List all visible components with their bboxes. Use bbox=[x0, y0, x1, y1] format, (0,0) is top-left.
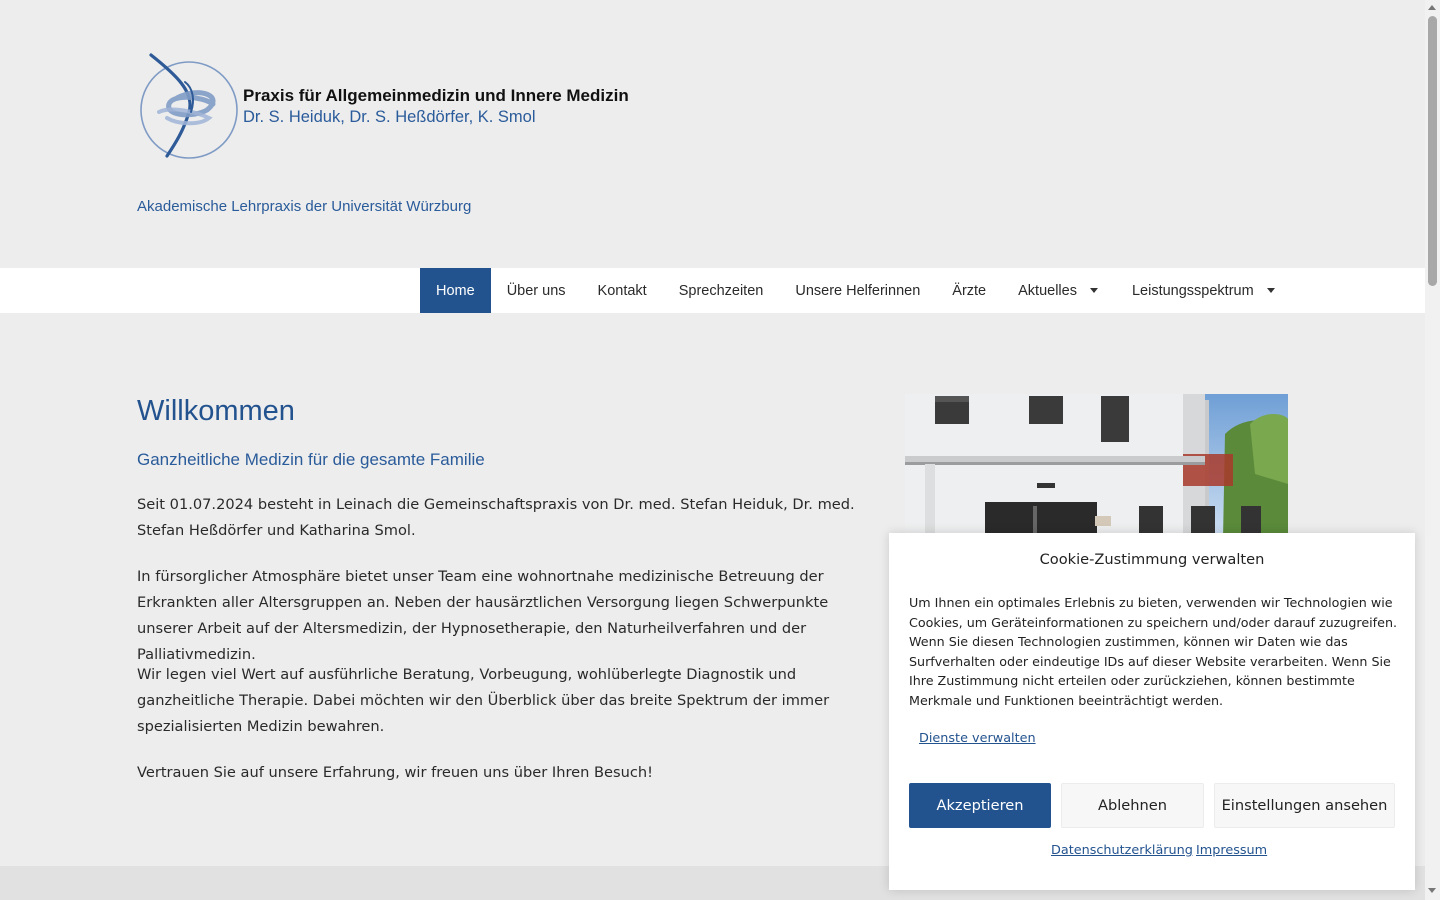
brand-subtitle: Dr. S. Heiduk, Dr. S. Heßdörfer, K. Smol bbox=[243, 108, 536, 126]
practice-building-image bbox=[905, 394, 1288, 539]
nav-item-home[interactable] bbox=[420, 268, 491, 313]
nav-label: Ärzte bbox=[952, 282, 987, 299]
nav-label: Kontakt bbox=[597, 282, 647, 299]
nav-item-helferinnen[interactable] bbox=[779, 268, 936, 313]
brand-title: Praxis für Allgemeinmedizin und Innere Medizin bbox=[243, 86, 629, 105]
nav-label: Über uns bbox=[506, 282, 566, 299]
privacy-policy-link[interactable]: Datenschutzerklärung bbox=[1051, 843, 1193, 858]
closing-paragraph: Vertrauen Sie auf unsere Erfahrung, wir freuen uns über Ihren Besuch! bbox=[137, 764, 653, 781]
nav-item-kontakt[interactable] bbox=[582, 268, 663, 313]
imprint-link[interactable]: Impressum bbox=[1196, 843, 1268, 858]
view-preferences-button[interactable]: Einstellungen ansehen bbox=[1214, 783, 1395, 828]
scroll-down-arrow-icon[interactable] bbox=[1428, 888, 1436, 893]
deny-button[interactable]: Ablehnen bbox=[1061, 783, 1204, 828]
nav-item-sprechzeiten[interactable] bbox=[663, 268, 780, 313]
nav-item-aerzte[interactable] bbox=[936, 268, 1002, 313]
nav-label: Leistungsspektrum bbox=[1131, 282, 1254, 299]
caret-down-icon bbox=[1090, 288, 1098, 293]
nav-item-ueber-uns[interactable] bbox=[491, 268, 582, 313]
tagline: Akademische Lehrpraxis der Universität Würzburg bbox=[137, 198, 472, 215]
vertical-scrollbar[interactable] bbox=[1425, 0, 1440, 900]
accept-button[interactable]: Akzeptieren bbox=[909, 783, 1051, 828]
manage-services-link[interactable]: Dienste verwalten bbox=[919, 731, 1036, 746]
intro-paragraph: Seit 01.07.2024 besteht in Leinach die Gemeinschaftspraxis von Dr. med. Stefan Heiduk, Dr. med. Stefan Heßdörfer und Katharina Smol. bbox=[137, 496, 855, 539]
nav-item-leistungsspektrum[interactable] bbox=[1116, 268, 1293, 313]
navigation-bar bbox=[0, 268, 1425, 313]
care-paragraph: In fürsorglicher Atmosphäre bietet unser Team eine wohnortnahe medizinische Betreuung der Erkrankten aller Altersgruppen an. Neben der hausärztlichen Versorgung liegen Schwerpunkte unserer Arbeit auf der Altersmedizin, der Hypnosetherapie, den Naturheilverfahren und der Palliativmedizin. bbox=[137, 568, 829, 663]
cookie-description: Um Ihnen ein optimales Erlebnis zu bieten, verwenden wir Technologien wie Cookies, um Geräteinformationen zu speichern und/oder darauf zuzugreifen. Wenn Sie diesen Technologien zustimmen, können wir Daten wie das Surfverhalten oder eindeutige IDs auf dieser Website verarbeiten. Wenn Sie Ihre Zustimmung nicht erteilen oder zurückziehen, können bestimmte Merkmale und Funktionen beeinträchtigt werden. bbox=[909, 595, 1398, 708]
caret-down-icon bbox=[1267, 288, 1275, 293]
nav-label: Aktuelles bbox=[1018, 282, 1077, 299]
scrollbar-thumb[interactable] bbox=[1428, 16, 1437, 286]
caduceus-logo-icon bbox=[137, 52, 241, 162]
page-title: Willkommen bbox=[137, 395, 295, 427]
nav-label: Unsere Helferinnen bbox=[795, 282, 921, 299]
nav-label: Sprechzeiten bbox=[678, 282, 764, 299]
nav-label: Home bbox=[436, 282, 475, 299]
approach-paragraph: Wir legen viel Wert auf ausführliche Beratung, Vorbeugung, wohlüberlegte Diagnostik und ganzheitliche Therapie. Dabei möchten wir den Überblick über das breite Spektrum der immer spezialisierten Medizin bewahren. bbox=[137, 666, 830, 735]
cookie-title: Cookie-Zustimmung verwalten bbox=[1039, 551, 1265, 568]
cookie-consent-dialog bbox=[889, 533, 1415, 890]
main-menu bbox=[420, 268, 1293, 313]
nav-item-aktuelles[interactable] bbox=[1002, 268, 1116, 313]
page-subtitle: Ganzheitliche Medizin für die gesamte Familie bbox=[137, 450, 485, 469]
scroll-up-arrow-icon[interactable] bbox=[1428, 5, 1436, 10]
